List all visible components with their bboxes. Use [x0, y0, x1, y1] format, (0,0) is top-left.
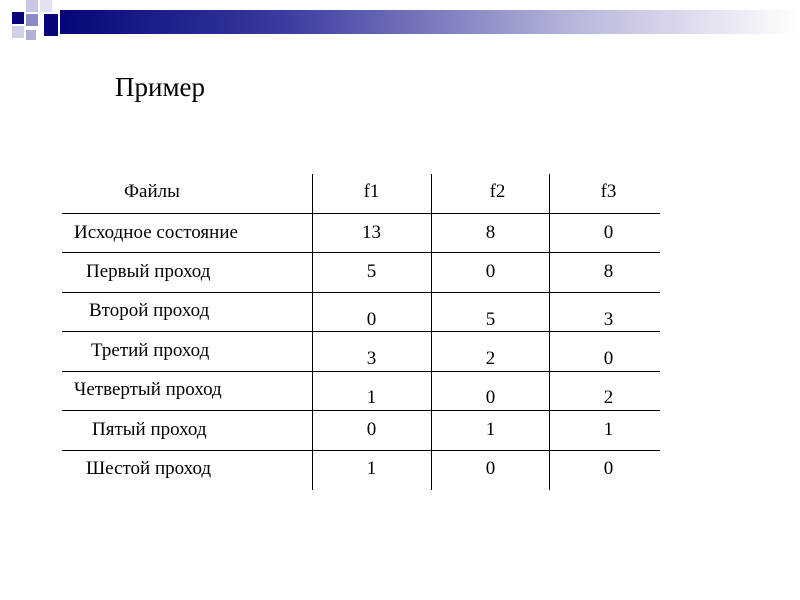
row-label: Третий проход — [91, 340, 210, 361]
table-cell: 0 — [366, 419, 377, 440]
table-cell: 0 — [366, 309, 377, 330]
table-cell: 5 — [485, 309, 496, 330]
row-label: Первый проход — [86, 261, 211, 282]
data-table — [62, 174, 660, 490]
header-gradient-band — [60, 10, 800, 34]
table-cell: 8 — [603, 261, 614, 282]
table-cell: 8 — [485, 222, 496, 243]
decor-square — [44, 14, 58, 36]
table-cell: 0 — [603, 348, 614, 369]
table-cell: 2 — [485, 348, 496, 369]
row-label: Пятый проход — [92, 419, 207, 440]
header-cell-f2: f2 — [489, 181, 506, 202]
row-separator — [62, 371, 660, 372]
table-cell: 13 — [362, 222, 381, 243]
table-cell: 5 — [366, 261, 377, 282]
table-cell: 0 — [603, 222, 614, 243]
row-separator — [62, 331, 660, 332]
header-decoration — [0, 0, 800, 50]
decor-square — [12, 26, 24, 38]
table-cell: 1 — [366, 458, 377, 479]
header-cell-f3: f3 — [600, 181, 617, 202]
table-cell: 1 — [603, 419, 614, 440]
header-cell-files: Файлы — [124, 181, 180, 202]
row-separator — [62, 410, 660, 411]
table-cell: 0 — [603, 458, 614, 479]
row-separator — [62, 252, 660, 253]
row-separator — [62, 450, 660, 451]
decor-square — [26, 30, 36, 40]
row-label: Второй проход — [89, 300, 210, 321]
row-label: Шестой проход — [86, 458, 212, 479]
decor-square — [40, 0, 52, 12]
table-cell: 0 — [485, 458, 496, 479]
slide-title: Пример — [115, 72, 206, 102]
row-separator — [62, 292, 660, 293]
table-cell: 1 — [366, 387, 377, 408]
decor-square — [12, 12, 24, 24]
table-cell: 0 — [485, 387, 496, 408]
row-label: Исходное состояние — [74, 222, 238, 243]
header-cell-f1: f1 — [363, 181, 380, 202]
table-cell: 3 — [603, 309, 614, 330]
decor-square — [26, 14, 38, 26]
row-label: Четвертый проход — [74, 379, 222, 400]
row-separator — [62, 213, 660, 214]
decor-square — [26, 0, 38, 12]
table-cell: 1 — [485, 419, 496, 440]
table-cell: 3 — [366, 348, 377, 369]
table-cell: 2 — [603, 387, 614, 408]
table-cell: 0 — [485, 261, 496, 282]
